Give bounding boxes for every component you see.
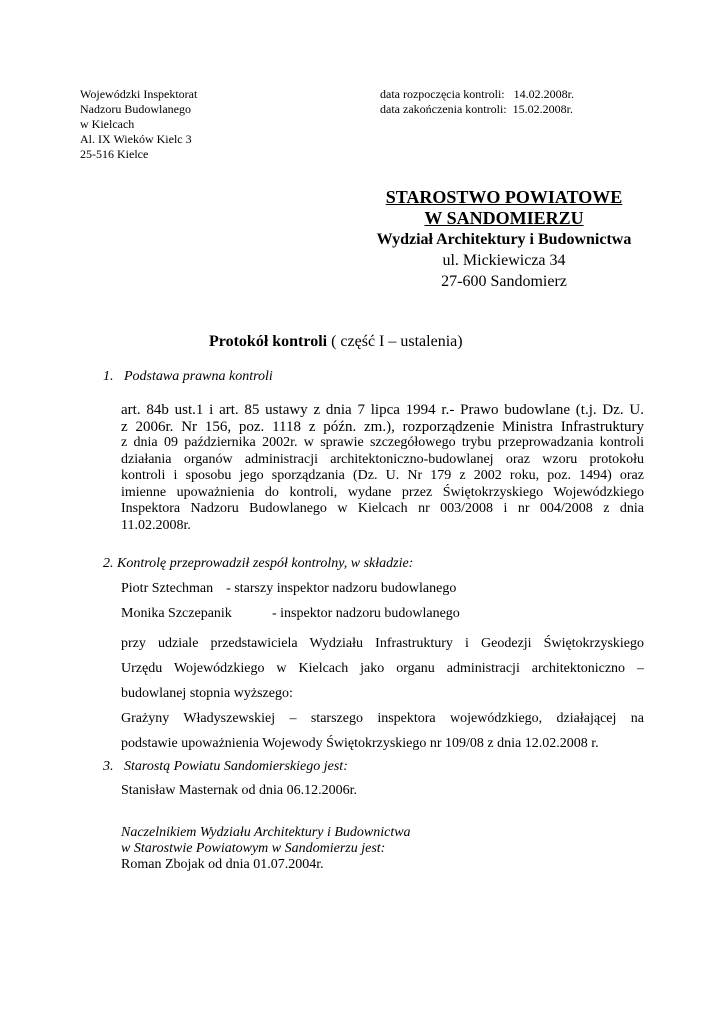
member-role: - inspektor nadzoru budowlanego bbox=[272, 606, 460, 621]
paragraph-line: działania organów administracji architektoniczno-budowlanej oraz wzoru protokołu bbox=[121, 451, 644, 467]
protocol-title-rest: ( część I – ustalenia) bbox=[327, 333, 463, 350]
section1-heading: 1. Podstawa prawna kontroli bbox=[103, 369, 273, 384]
protocol-title bbox=[209, 332, 463, 352]
paragraph-line: z dnia 09 października 2002r. w sprawie szczegółowego trybu przeprowadzania kontroli bbox=[121, 435, 644, 450]
address-line: Wojewódzki Inspektorat bbox=[80, 87, 198, 101]
protocol-title-bold: Protokół kontroli bbox=[209, 333, 328, 350]
paragraph-line: z 2006r. Nr 156, poz. 1118 z późn. zm.), rozporządzenie Ministra Infrastruktury bbox=[121, 418, 644, 435]
department-chief-name: Roman Zbojak od dnia 01.07.2004r. bbox=[121, 857, 324, 872]
team-member-1 bbox=[121, 581, 456, 597]
department-chief-block bbox=[121, 825, 411, 873]
chief-heading-line: Naczelnikiem Wydziału Architektury i Budownictwa bbox=[121, 825, 411, 840]
address-line: Nadzoru Budowlanego bbox=[80, 102, 191, 116]
addressee-title-line1: STAROSTWO POWIATOWE bbox=[385, 187, 623, 207]
address-line: 25-516 Kielce bbox=[80, 147, 149, 161]
paragraph-line: Grażyny Władyszewskiej – starszego inspektora wojewódzkiego, działającej na bbox=[121, 711, 644, 726]
paragraph-line: przy udziale przedstawiciela Wydziału Infrastruktury i Geodezji Świętokrzyskiego bbox=[121, 636, 644, 651]
member-name: Monika Szczepanik bbox=[121, 606, 232, 621]
participation-paragraph bbox=[121, 631, 644, 756]
addressee-block bbox=[344, 187, 664, 292]
addressee-city: 27-600 Sandomierz bbox=[441, 273, 567, 290]
addressee-department: Wydział Architektury i Budownictwa bbox=[376, 231, 632, 248]
inspectorate-address bbox=[80, 87, 197, 162]
address-line: Al. IX Wieków Kielc 3 bbox=[80, 132, 192, 146]
addressee-street: ul. Mickiewicza 34 bbox=[442, 252, 566, 269]
paragraph-line: kontroli i sposobu jego sporządzania (Dz. U. Nr 179 z 2002 roku, poz. 1494) oraz bbox=[121, 468, 644, 483]
address-line: w Kielcach bbox=[80, 117, 135, 131]
paragraph-line: Inspektora Nadzoru Budowlanego w Kielcach nr 003/2008 i nr 004/2008 z dnia bbox=[121, 501, 644, 516]
starost-name: Stanisław Masternak od dnia 06.12.2006r. bbox=[121, 783, 358, 798]
paragraph-line: Urzędu Wojewódzkiego w Kielcach jako organu administracji architektoniczno – bbox=[121, 661, 644, 676]
control-end-date: data zakończenia kontroli: 15.02.2008r. bbox=[380, 102, 573, 116]
team-member-2 bbox=[121, 606, 232, 622]
paragraph-line: budowlanej stopnia wyższego: bbox=[121, 686, 293, 701]
section2-heading: 2. Kontrolę przeprowadził zespół kontrolny, w składzie: bbox=[103, 556, 414, 571]
paragraph-line: podstawie upoważnienia Wojewody Świętokrzyskiego nr 109/08 z dnia 12.02.2008 r. bbox=[121, 736, 599, 751]
member-name: Piotr Sztechman bbox=[121, 581, 214, 596]
control-dates bbox=[380, 87, 574, 117]
paragraph-line: imienne upoważnienia do kontroli, wydane przez Świętokrzyskiego Wojewódzkiego bbox=[121, 484, 644, 500]
legal-basis-paragraph bbox=[121, 402, 644, 534]
member-role: - starszy inspektor nadzoru budowlanego bbox=[226, 581, 457, 596]
paragraph-line: 11.02.2008r. bbox=[121, 517, 191, 533]
chief-heading-line: w Starostwie Powiatowym w Sandomierzu jest: bbox=[121, 841, 386, 856]
section3-heading: 3. Starostą Powiatu Sandomierskiego jest: bbox=[103, 759, 348, 774]
control-start-date: data rozpoczęcia kontroli: 14.02.2008r. bbox=[380, 87, 574, 101]
addressee-title-line2: W SANDOMIERZU bbox=[424, 208, 584, 228]
paragraph-line: art. 84b ust.1 i art. 85 ustawy z dnia 7 lipca 1994 r.- Prawo budowlane (t.j. Dz. U. bbox=[121, 402, 644, 418]
